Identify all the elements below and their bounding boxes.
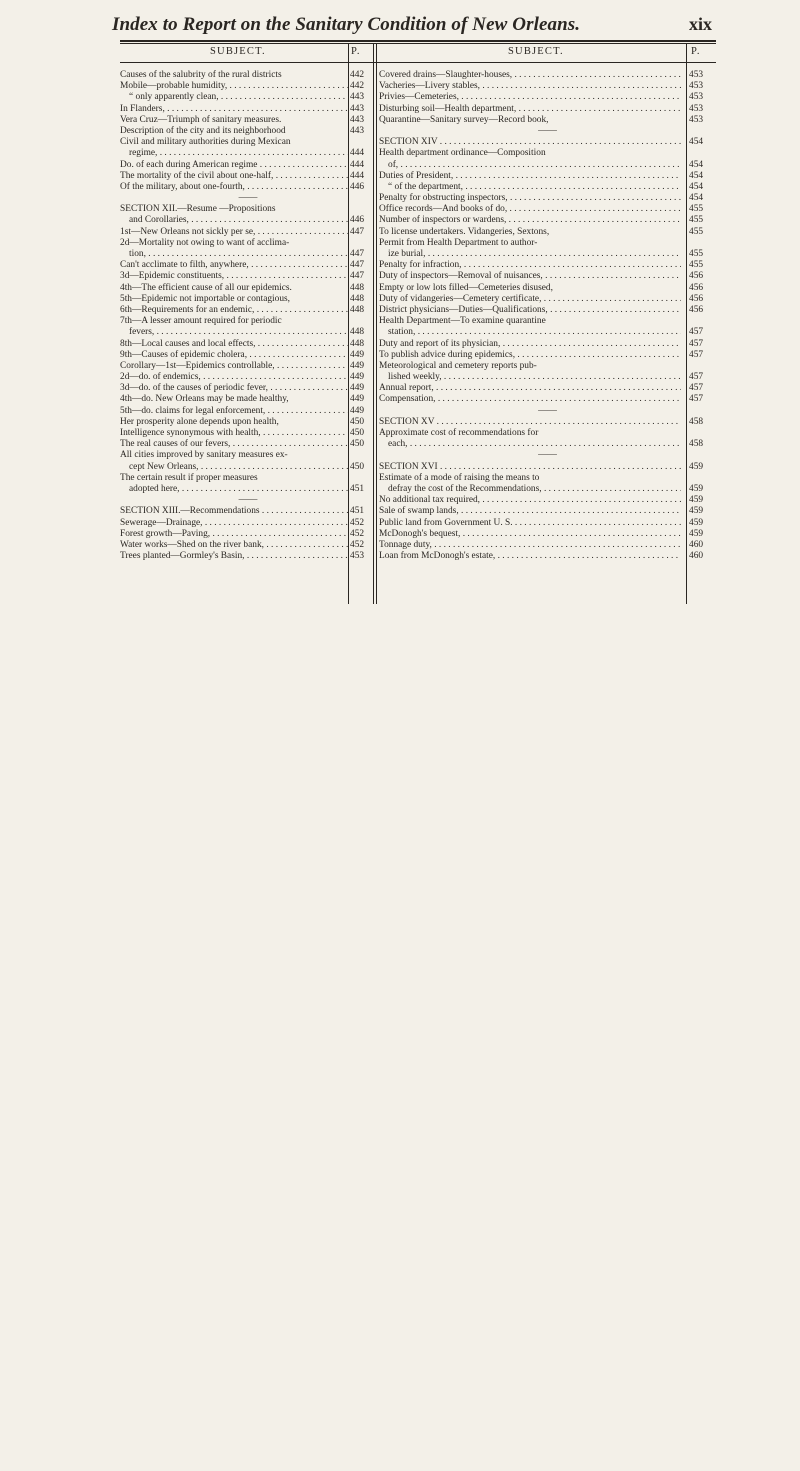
index-entry-page: 455 <box>689 204 704 215</box>
header-rule-top <box>120 40 716 42</box>
index-entry <box>379 92 716 103</box>
index-entry-page: 453 <box>689 103 704 114</box>
index-entry <box>120 204 376 215</box>
index-entry-text: Water works—Shed on the river bank, . . . <box>120 540 348 551</box>
index-entry-page: 454 <box>689 181 704 192</box>
index-entry <box>379 283 716 294</box>
index-entry <box>120 417 376 428</box>
index-entry-text: The real causes of our fevers, . . . <box>120 439 348 450</box>
index-entry <box>379 137 716 148</box>
index-entry <box>379 450 716 461</box>
index-entry-page: 449 <box>350 349 365 360</box>
index-entry-page: 456 <box>689 304 704 315</box>
index-entry-page: 459 <box>689 506 704 517</box>
index-entry-text: lished weekly, . . . <box>388 372 681 383</box>
index-entry-text: To license undertakers. Vidangeries, Sextons, <box>379 226 550 237</box>
section-separator: —— <box>238 193 258 204</box>
index-entry <box>120 394 376 405</box>
index-entry-page: 460 <box>689 551 704 562</box>
index-entry <box>379 204 716 215</box>
index-entry-page: 448 <box>350 293 365 304</box>
index-entry-text: 8th—Local causes and local effects, . . . <box>120 339 348 350</box>
index-entry-page: 449 <box>350 360 365 371</box>
index-entry <box>379 473 716 484</box>
index-entry <box>379 160 716 171</box>
index-entry-text: each, . . . <box>388 439 681 450</box>
index-entry-text: Penalty for obstructing inspectors, . . . <box>379 193 681 204</box>
index-entry <box>379 182 716 193</box>
index-entry-page: 447 <box>350 271 365 282</box>
index-entry <box>120 215 376 226</box>
index-entry <box>379 406 716 417</box>
index-entry <box>120 137 376 148</box>
index-entry <box>379 316 716 327</box>
index-entry-text: Duty and report of its physician, . . . <box>379 339 681 350</box>
index-entry-text: Duty of vidangeries—Cemetery certificate, . . . <box>379 294 681 305</box>
index-entry-page: 458 <box>689 416 704 427</box>
index-entry-page: 454 <box>689 193 704 204</box>
index-entry-page: 453 <box>689 92 704 103</box>
index-entry-page: 444 <box>350 159 365 170</box>
section-separator: —— <box>538 405 557 416</box>
index-entry <box>379 305 716 316</box>
index-entry-text: Vera Cruz—Triumph of sanitary measures. <box>120 114 282 125</box>
index-entry <box>120 439 376 450</box>
index-entry-page: 456 <box>689 282 704 293</box>
index-entry-page: 455 <box>689 215 704 226</box>
index-entry <box>120 450 376 461</box>
index-entry-page: 450 <box>350 439 365 450</box>
index-entry <box>120 227 376 238</box>
index-entry <box>120 350 376 361</box>
index-entry-page: 452 <box>350 539 365 550</box>
index-entry-text: Quarantine—Sanitary survey—Record book, <box>379 114 549 125</box>
index-entry <box>120 484 376 495</box>
section-separator: —— <box>238 495 258 506</box>
index-entry-text: Public land from Government U. S. . . . <box>379 518 681 529</box>
index-entry-text: 3d—Epidemic constituents, . . . <box>120 271 348 282</box>
index-column-left <box>120 70 376 562</box>
index-entry-page: 454 <box>689 170 704 181</box>
index-entry-page: 449 <box>350 405 365 416</box>
index-entry-text: The mortality of the civil about one-half, . . . <box>120 171 348 182</box>
index-entry-text: 5th—Epidemic not importable or contagious, <box>120 293 291 304</box>
index-entry-text: Forest growth—Paving, . . . <box>120 529 348 540</box>
index-entry-page: 455 <box>689 260 704 271</box>
index-entry-page: 443 <box>350 92 365 103</box>
index-entry-page: 457 <box>689 349 704 360</box>
index-entry <box>379 294 716 305</box>
index-entry-text: Empty or low lots filled—Cemeteries disused, <box>379 282 553 293</box>
index-entry-text: To publish advice during epidemics, . . . <box>379 350 681 361</box>
index-entry-text: Duties of President, . . . <box>379 171 681 182</box>
index-entry-text: Description of the city and its neighborhood <box>120 125 286 136</box>
index-entry-text: and Corollaries, . . . <box>129 215 348 226</box>
index-entry-text: 5th—do. claims for legal enforcement, . . . <box>120 406 348 417</box>
index-entry-page: 443 <box>350 114 365 125</box>
index-entry-page: 459 <box>689 495 704 506</box>
index-entry <box>120 81 376 92</box>
index-entry <box>120 428 376 439</box>
index-entry-text: District physicians—Duties—Qualifications, . . . <box>379 305 681 316</box>
index-entry <box>379 428 716 439</box>
index-entry-page: 449 <box>350 394 365 405</box>
index-entry <box>120 171 376 182</box>
index-entry-text: Sale of swamp lands, . . . <box>379 506 681 517</box>
index-entry-text: Vacheries—Livery stables, . . . <box>379 81 681 92</box>
column-header-page-right: P. <box>691 46 701 57</box>
index-entry-text: defray the cost of the Recommendations, . . . <box>388 484 681 495</box>
index-entry-text: Of the military, about one-fourth, . . . <box>120 182 348 193</box>
index-entry-page: 456 <box>689 271 704 282</box>
index-column-right <box>379 70 716 562</box>
index-entry-page: 459 <box>689 528 704 539</box>
index-entry-page: 447 <box>350 249 365 259</box>
index-entry-text: Number of inspectors or wardens, . . . <box>379 215 681 226</box>
index-entry <box>120 462 376 473</box>
index-entry <box>120 383 376 394</box>
index-entry <box>379 148 716 159</box>
index-entry <box>379 350 716 361</box>
index-entry-page: 446 <box>350 215 365 226</box>
index-entry-text: 6th—Requirements for an endemic, . . . <box>120 305 348 316</box>
index-entry-text: Health department ordinance—Composition <box>379 148 546 159</box>
index-entry-text: No additional tax required, . . . <box>379 495 681 506</box>
index-entry-page: 457 <box>689 327 704 338</box>
index-entry-text: Mobile—probable humidity, . . . <box>120 81 348 92</box>
index-entry <box>379 383 716 394</box>
index-entry <box>379 518 716 529</box>
index-entry-page: 450 <box>350 416 365 427</box>
index-entry-text: adopted here, . . . <box>129 484 348 495</box>
index-entry-page: 457 <box>689 338 704 349</box>
index-entry <box>379 215 716 226</box>
index-entry-text: Estimate of a mode of raising the means to <box>379 472 540 483</box>
index-entry <box>379 104 716 115</box>
index-entry-text: 4th—do. New Orleans may be made healthy, <box>120 394 289 405</box>
section-separator: —— <box>538 125 557 136</box>
index-entry-page: 448 <box>350 304 365 315</box>
index-entry-text: 3d—do. of the causes of periodic fever, . . . <box>120 383 348 394</box>
index-entry-text: 7th—A lesser amount required for periodic <box>120 316 282 327</box>
index-entry-page: 452 <box>350 517 365 528</box>
index-entry-text: 4th—The efficient cause of all our epidemics. <box>120 282 292 293</box>
index-entry <box>120 182 376 193</box>
index-entry <box>379 260 716 271</box>
index-entry <box>379 327 716 338</box>
index-entry <box>379 193 716 204</box>
index-entry-page: 455 <box>689 226 704 237</box>
index-entry-page: 459 <box>689 517 704 528</box>
index-entry-text: Meteorological and cemetery reports pub- <box>379 360 537 371</box>
index-entry-page: 451 <box>350 483 365 494</box>
index-entry-text: Covered drains—Slaughter-houses, . . . <box>379 70 681 81</box>
index-entry-text: Disturbing soil—Health department, . . . <box>379 104 681 115</box>
index-entry-text: SECTION XV . . . <box>379 417 681 428</box>
index-entry <box>120 294 376 305</box>
section-separator: —— <box>538 450 557 461</box>
divider-center-inner <box>376 44 377 604</box>
index-entry <box>120 271 376 282</box>
index-entry-text: The certain result if proper measures <box>120 472 258 483</box>
index-entry <box>379 81 716 92</box>
index-entry-page: 456 <box>689 293 704 304</box>
index-entry-text: Office records—And books of do, . . . <box>379 204 681 215</box>
index-entry-page: 447 <box>350 260 365 271</box>
index-entry <box>379 115 716 126</box>
index-entry-text: Causes of the salubrity of the rural districts <box>120 70 282 80</box>
index-entry-text: Compensation, . . . <box>379 394 681 405</box>
index-entry-page: 457 <box>689 372 704 383</box>
index-entry-text: Civil and military authorities during Mexican <box>120 137 291 148</box>
index-entry-page: 458 <box>689 439 704 450</box>
index-entry-page: 443 <box>350 103 365 114</box>
index-entry-text: station, . . . <box>388 327 681 338</box>
index-entry-page: 447 <box>350 226 365 237</box>
index-entry <box>120 495 376 506</box>
index-entry <box>120 260 376 271</box>
index-entry <box>120 70 376 81</box>
index-entry-text: SECTION XIII.—Recommendations . . . <box>120 506 348 517</box>
index-entry <box>120 104 376 115</box>
page-number: xix <box>688 14 712 34</box>
index-entry <box>120 249 376 260</box>
index-entry-text: fevers, . . . <box>129 327 348 338</box>
column-header-rule <box>120 62 716 63</box>
index-entry-page: 444 <box>350 170 365 181</box>
index-entry <box>379 529 716 540</box>
index-entry-page: 453 <box>689 70 704 80</box>
index-entry <box>120 316 376 327</box>
index-entry-text: Privies—Cemeteries, . . . <box>379 92 681 103</box>
index-entry-text: 2d—do. of endemics, . . . <box>120 372 348 383</box>
page-title: Index to Report on the Sanitary Condition of New Orleans. <box>112 14 581 35</box>
index-entry-page: 442 <box>350 81 365 92</box>
index-entry <box>379 462 716 473</box>
index-entry-text: Health Department—To examine quarantine <box>379 316 546 327</box>
index-entry-text: Duty of inspectors—Removal of nuisances, . . . <box>379 271 681 282</box>
index-entry-page: 452 <box>350 528 365 539</box>
index-entry-text: cept New Orleans, . . . <box>129 462 348 473</box>
index-entry-page: 453 <box>689 114 704 125</box>
index-entry-text: Annual report, . . . <box>379 383 681 394</box>
index-entry-page: 446 <box>350 181 365 192</box>
index-entry <box>120 518 376 529</box>
index-entry-text: Permit from Health Department to author- <box>379 237 538 248</box>
index-entry <box>120 551 376 562</box>
index-entry-text: Can't acclimate to filth, anywhere, . . . <box>120 260 348 271</box>
index-entry-page: 449 <box>350 383 365 394</box>
index-entry <box>120 305 376 316</box>
index-entry <box>379 361 716 372</box>
index-entry <box>120 238 376 249</box>
index-entry-text: 2d—Mortality not owing to want of acclima- <box>120 237 290 248</box>
index-entry-text: SECTION XVI . . . <box>379 462 681 473</box>
index-entry <box>379 394 716 405</box>
index-entry <box>120 339 376 350</box>
page-header <box>112 14 712 40</box>
column-header-subject-left: SUBJECT. <box>210 46 266 57</box>
index-entry <box>120 193 376 204</box>
index-entry-page: 457 <box>689 394 704 405</box>
index-entry <box>379 238 716 249</box>
index-entry <box>120 148 376 159</box>
index-entry-text: Sewerage—Drainage, . . . <box>120 518 348 529</box>
index-entry <box>379 126 716 137</box>
index-entry-page: 444 <box>350 148 365 159</box>
index-entry-text: “ of the department, . . . <box>388 182 681 193</box>
index-entry-text: 9th—Causes of epidemic cholera, . . . <box>120 350 348 361</box>
index-entry <box>120 283 376 294</box>
index-entry-page: 457 <box>689 383 704 394</box>
index-entry-page: 450 <box>350 461 365 472</box>
index-entry <box>120 126 376 137</box>
index-entry-text: In Flanders, . . . <box>120 104 348 115</box>
index-entry <box>120 372 376 383</box>
index-entry-text: Trees planted—Gormley's Basin, . . . <box>120 551 348 562</box>
index-entry-text: ize burial, . . . <box>388 249 681 260</box>
index-entry-text: Corollary—1st—Epidemics controllable, . . . <box>120 361 348 372</box>
index-entry-text: tion, . . . <box>129 249 348 260</box>
index-entry-page: 450 <box>350 428 365 438</box>
index-entry <box>379 372 716 383</box>
index-entry-text: McDonogh's bequest, . . . <box>379 529 681 540</box>
index-entry-page: 460 <box>689 539 704 550</box>
index-entry-page: 455 <box>689 249 704 259</box>
index-entry <box>120 506 376 517</box>
index-entry <box>379 249 716 260</box>
index-entry <box>120 473 376 484</box>
column-header-subject-right: SUBJECT. <box>508 46 564 57</box>
index-entry <box>120 115 376 126</box>
index-entry-page: 453 <box>350 551 365 562</box>
index-entry-text: Tonnage duty, . . . <box>379 540 681 551</box>
index-entry <box>379 439 716 450</box>
index-entry-page: 448 <box>350 327 365 338</box>
index-entry-text: of, . . . <box>388 160 681 171</box>
index-entry-text: “ only apparently clean, . . . <box>129 92 348 103</box>
index-entry-text: SECTION XII.—Resume —Propositions <box>120 204 276 215</box>
index-entry-text: Approximate cost of recommendations for <box>379 428 539 438</box>
index-entry-page: 454 <box>689 137 704 148</box>
index-entry-text: Do. of each during American regime . . . <box>120 160 348 171</box>
index-entry <box>379 484 716 495</box>
index-entry-page: 453 <box>689 81 704 92</box>
index-entry-text: Penalty for infraction, . . . <box>379 260 681 271</box>
index-entry-text: regime, . . . <box>129 148 348 159</box>
index-entry <box>120 92 376 103</box>
index-entry-text: Loan from McDonogh's estate, . . . <box>379 551 681 562</box>
index-entry <box>379 417 716 428</box>
index-entry-page: 448 <box>350 338 365 349</box>
column-header-page-left: P. <box>351 46 361 57</box>
index-entry <box>120 540 376 551</box>
index-entry <box>379 551 716 562</box>
index-entry <box>120 361 376 372</box>
index-entry <box>379 271 716 282</box>
index-entry-page: 459 <box>689 461 704 472</box>
index-entry <box>120 160 376 171</box>
index-entry-text: Her prosperity alone depends upon health, <box>120 416 279 427</box>
header-rule-top-thin <box>120 43 716 44</box>
index-entry-page: 448 <box>350 282 365 293</box>
index-entry-page: 454 <box>689 159 704 170</box>
index-entry-text: 1st—New Orleans not sickly per se, . . . <box>120 227 348 238</box>
index-entry <box>379 171 716 182</box>
index-entry <box>120 529 376 540</box>
index-entry-text: All cities improved by sanitary measures ex- <box>120 450 288 461</box>
index-entry-page: 449 <box>350 372 365 383</box>
index-entry-text: Intelligence synonymous with health, . . . <box>120 428 348 439</box>
index-entry <box>120 406 376 417</box>
index-entry-text: SECTION XIV . . . <box>379 137 681 148</box>
index-entry <box>379 70 716 81</box>
index-entry-page: 451 <box>350 506 365 517</box>
index-entry-page: 443 <box>350 125 365 136</box>
index-entry <box>379 495 716 506</box>
index-entry <box>379 339 716 350</box>
index-entry <box>379 227 716 238</box>
index-entry <box>120 327 376 338</box>
index-entry-page: 459 <box>689 483 704 494</box>
index-entry <box>379 506 716 517</box>
index-entry-page: 442 <box>350 70 365 80</box>
index-entry <box>379 540 716 551</box>
